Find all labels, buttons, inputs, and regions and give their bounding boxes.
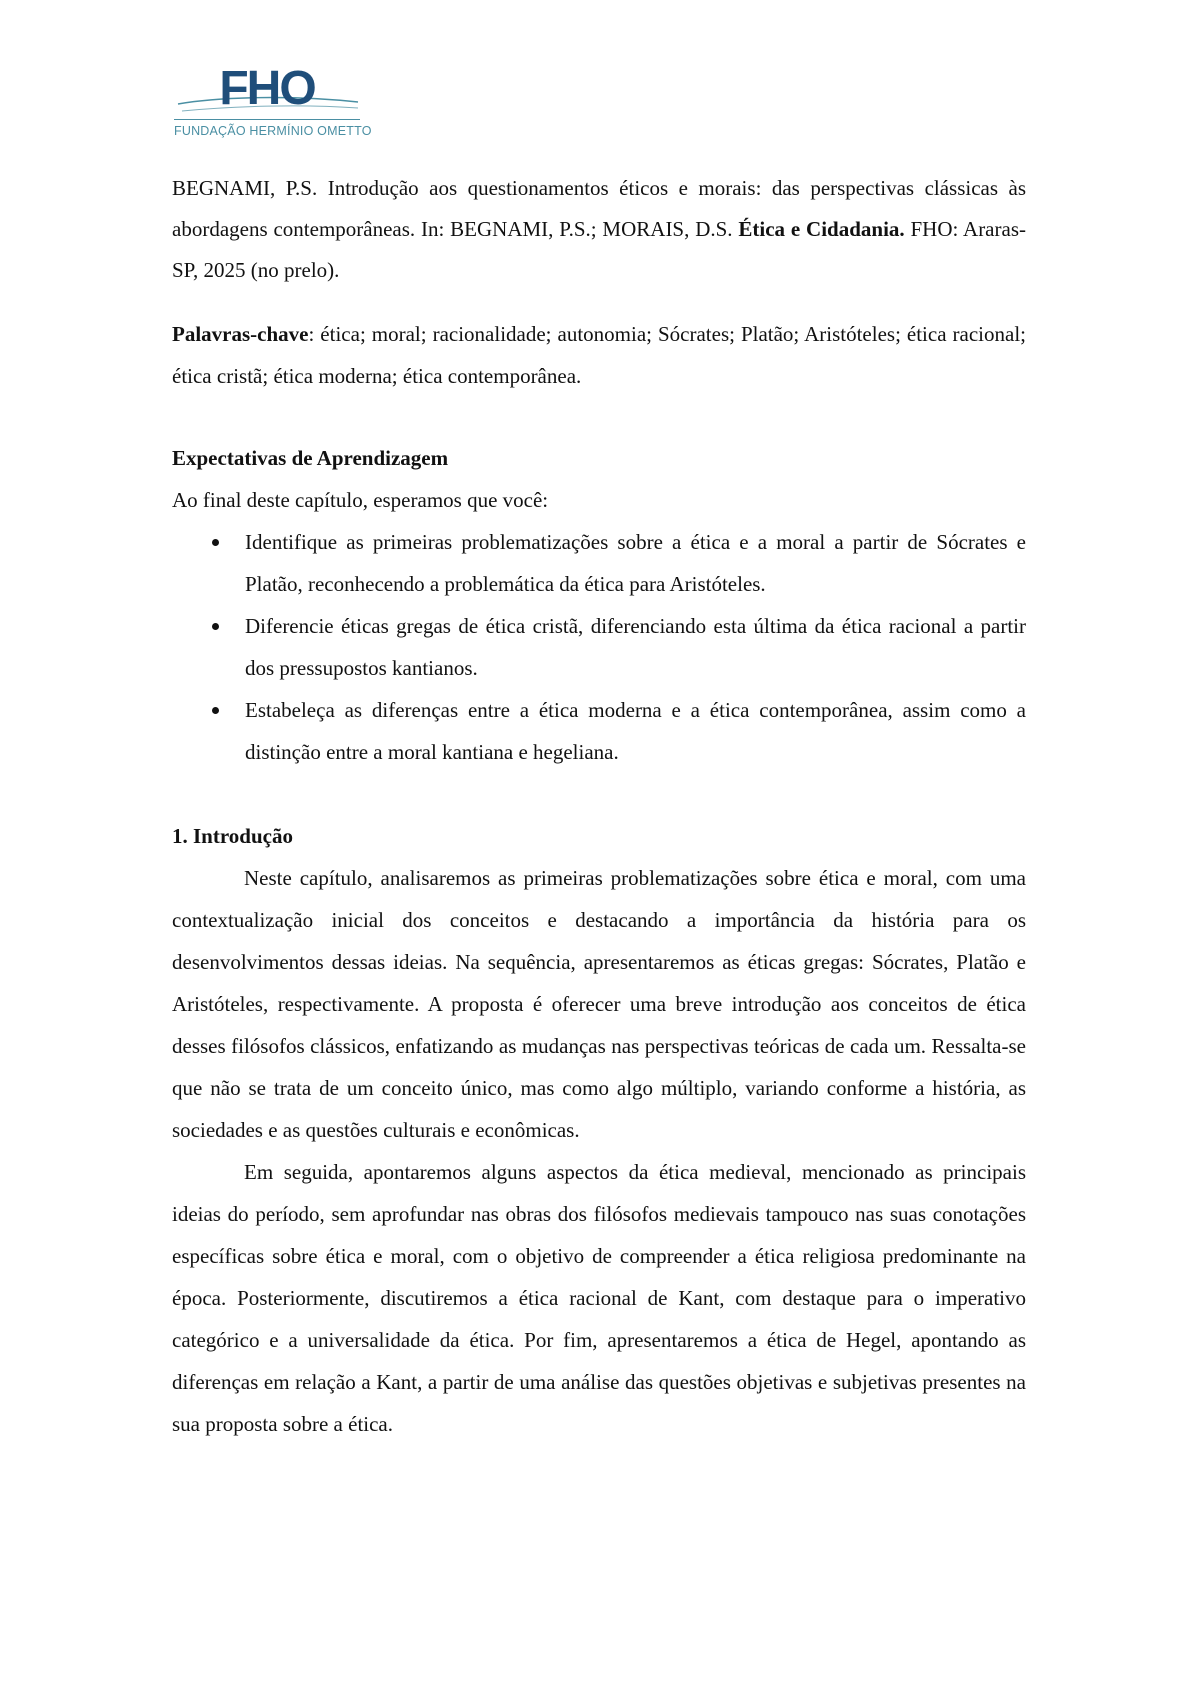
keywords xyxy=(172,313,1026,397)
keywords-text: : ética; moral; racionalidade; autonomia; Sócrates; Platão; Aristóteles; ética racional; ética cristã; ética moderna; ética contemporânea. xyxy=(172,322,1026,388)
fho-logo xyxy=(172,64,372,148)
body-paragraph: Neste capítulo, analisaremos as primeiras problematizações sobre ética e moral, com uma contextualização inicial dos conceitos e destacando a importância da história para os desenvolvimentos dessas ideias. Na sequência, apresentaremos as éticas gregas: Sócrates, Platão e Aristóteles, respectivamente. A proposta é oferecer uma breve introdução aos conceitos de ética desses filósofos clássicos, enfatizando as mudanças nas perspectivas teóricas de cada um. Ressalta-se que não se trata de um conceito único, mas como algo múltiplo, variando conforme a história, as sociedades e as questões culturais e econômicas. xyxy=(172,866,1026,1142)
expectations-intro: Ao final deste capítulo, esperamos que você: xyxy=(172,488,549,512)
expectations-heading: Expectativas de Aprendizagem xyxy=(172,446,449,470)
body-paragraph: Em seguida, apontaremos alguns aspectos da ética medieval, mencionado as principais ideias do período, sem aprofundar nas obras dos filósofos medievais tampouco nas suas conotações específicas sobre ética e moral, com o objetivo de compreender a ética religiosa predominante na época. Posteriormente, discutiremos a ética racional de Kant, com destaque para o imperativo categórico e a universalidade da ética. Por fim, apresentaremos a ética de Hegel, apontando as diferenças em relação a Kant, a partir de uma análise das questões objetivas e subjetivas presentes na sua proposta sobre a ética. xyxy=(172,1160,1026,1436)
expectations-list xyxy=(172,521,1026,773)
reference-text: BEGNAMI, P.S. Introdução aos questionamentos éticos e morais: das perspectivas clássicas às abordagens contemporâneas. In: BEGNAMI, P.S.; MORAIS, D.S. xyxy=(172,176,1026,241)
list-item: Identifique as primeiras problematizações sobre a ética e a moral a partir de Sócrates e Platão, reconhecendo a problemática da ética para Aristóteles. xyxy=(172,521,1026,605)
section-heading-introduction: 1. Introdução xyxy=(172,824,293,848)
bibliographic-reference xyxy=(172,168,1026,291)
logo-caption: FUNDAÇÃO HERMÍNIO OMETTO xyxy=(174,124,372,138)
logo-text: FHO xyxy=(219,64,315,115)
list-item: Estabeleça as diferenças entre a ética moderna e a ética contemporânea, assim como a distinção entre a moral kantiana e hegeliana. xyxy=(172,689,1026,773)
reference-publisher: FHO: Araras-SP, 2025 (no prelo). xyxy=(172,217,1026,282)
document-body xyxy=(172,168,1026,1445)
fho-logo-mark xyxy=(172,64,362,116)
list-item: Diferencie éticas gregas de ética cristã, diferenciando esta última da ética racional a partir dos pressupostos kantianos. xyxy=(172,605,1026,689)
reference-book-title: Ética e Cidadania. xyxy=(738,217,905,241)
keywords-label: Palavras-chave xyxy=(172,322,309,346)
logo-divider xyxy=(174,119,360,120)
